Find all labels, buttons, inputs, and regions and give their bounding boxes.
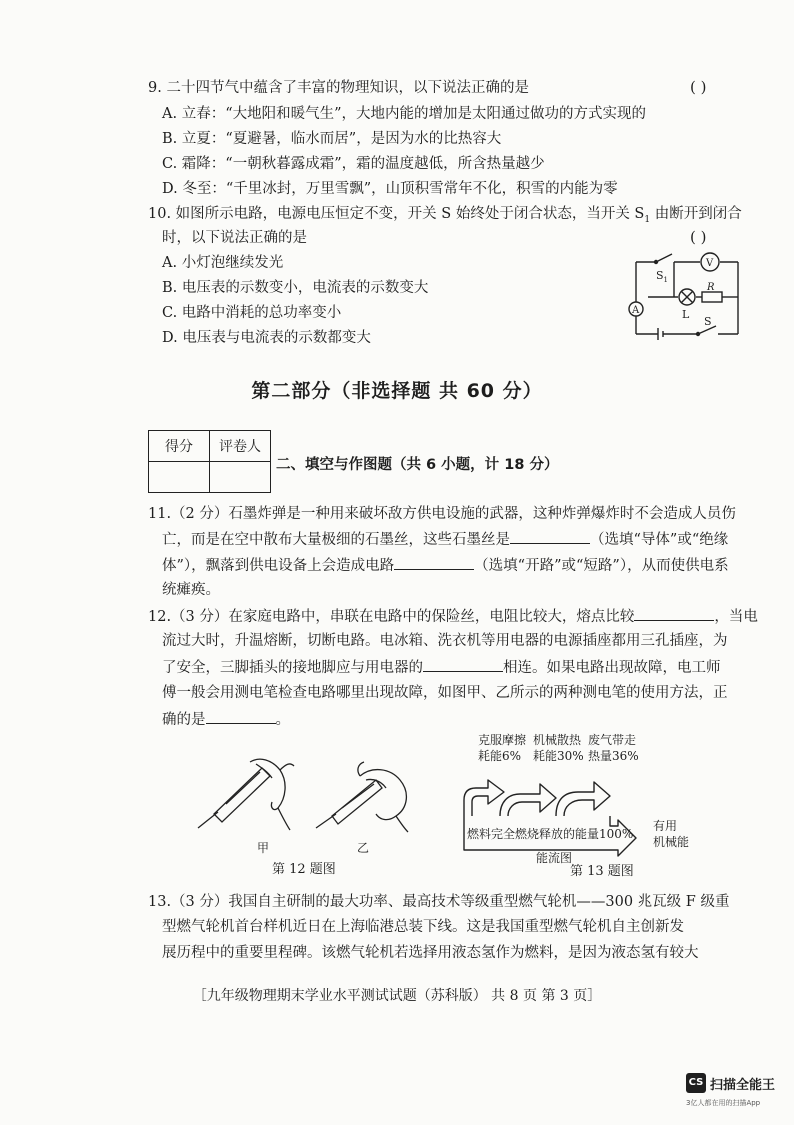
q11-blank-2 (394, 555, 474, 570)
q10-answer-paren: ( ) (690, 228, 707, 246)
q12-blank-1 (634, 606, 714, 621)
page-footer: ［九年级物理期末学业水平测试试题（苏科版） 共 8 页 第 3 页］ (192, 988, 602, 1004)
fig13-loss-2: 机械散热 耗能30% (533, 733, 584, 763)
circuit-label-l: L (682, 308, 690, 321)
q12-blank-2 (423, 657, 503, 672)
score-table (148, 430, 271, 493)
circuit-label-r: R (707, 282, 715, 293)
fig13-output-label: 有用 机械能 (653, 819, 690, 849)
circuit-label-v: V (706, 258, 714, 269)
camscanner-tagline: 3亿人都在用的扫描App (686, 1099, 761, 1107)
q12-line-1: 12.（3 分）在家庭电路中，串联在电路中的保险丝，电阻比较大，熔点比较 ，当电 (148, 606, 758, 627)
fig13-loss-3: 废气带走 热量36% (588, 733, 639, 763)
q11-line-2: 亡，而是在空中散布大量极细的石墨丝，这些石墨丝是 （选填“导体”或“绝缘 (162, 529, 728, 550)
q9-option-a: A. 立春：“大地阳和暖气生”，大地内能的增加是太阳通过做功的方式实现的 (162, 106, 647, 122)
fig12-label-yi: 乙 (357, 841, 370, 855)
q12-line-3: 了安全，三脚插头的接地脚应与用电器的 相连。如果电路出现故障，电工师 (162, 657, 721, 678)
q13-line-2: 型燃气轮机首台样机近日在上海临港总装下线。这是我国重型燃气轮机自主创新发 (162, 919, 684, 935)
q9-option-c: C. 霜降：“一朝秋暮露成霜”，霜的温度越低，所含热量越少 (162, 156, 545, 172)
q11-blank-1 (510, 529, 590, 544)
fig12-label-jia: 甲 (257, 841, 270, 855)
q13-line-3: 展历程中的重要里程碑。该燃气轮机若选择用液态氢作为燃料，是因为液态氢有较大 (162, 945, 699, 961)
q12-line-5: 确的是 。 (162, 709, 290, 730)
q12-line-4: 傅一般会用测电笔检查电路哪里出现故障，如图甲、乙所示的两种测电笔的使用方法，正 (162, 685, 728, 701)
q11-line-4: 统瘫痪。 (162, 582, 220, 598)
part2-title: 第二部分（非选择题 共 60 分） (251, 380, 543, 402)
q10-option-a: A. 小灯泡继续发光 (162, 255, 284, 271)
q10-option-d: D. 电压表与电流表的示数都变大 (162, 330, 371, 346)
q9-stem: 9. 二十四节气中蕴含了丰富的物理知识，以下说法正确的是 (148, 80, 529, 96)
fig13-main-label: 燃料完全燃烧释放的能量100% (467, 827, 634, 841)
circuit-label-s: S (704, 315, 712, 328)
q10-stem: 10. 如图所示电路，电源电压恒定不变，开关 S 始终处于闭合状态，当开关 $S_1$ 由断开到闭合 (148, 206, 742, 225)
score-cell (149, 462, 210, 493)
fig13-loss-1: 克服摩擦 耗能6% (478, 733, 527, 763)
q9-option-d: D. 冬至：“千里冰封，万里雪飘”，山顶积雪常年不化，积雪的内能为零 (162, 181, 618, 197)
camscanner-logo-icon: CS (686, 1073, 706, 1093)
q11-line-3: 体”），飘落到供电设备上会造成电路 （选填“开路”或“短路”），从而使供电系 (162, 555, 729, 576)
circuit-label-a: A (632, 305, 640, 316)
fig12-test-pen-figure (190, 750, 430, 835)
fig12-caption: 第 12 题图 (272, 862, 336, 877)
q11-line-1: 11.（2 分）石墨炸弹是一种用来破坏敌方供电设施的武器，这种炸弹爆炸时不会造成人员伤 (148, 506, 736, 522)
q10-option-b: B. 电压表的示数变小，电流表的示数变大 (162, 280, 429, 296)
q13-line-1: 13.（3 分）我国自主研制的最大功率、最高技术等级重型燃气轮机——300 兆瓦级 F 级重 (148, 894, 730, 910)
fig13-caption: 第 13 题图 (570, 864, 634, 879)
section2-title: 二、填空与作图题（共 6 小题，计 18 分） (276, 457, 559, 473)
camscanner-name: 扫描全能王 (710, 1078, 776, 1093)
q12-blank-3 (206, 709, 276, 724)
q9-option-b: B. 立夏：“夏避暑，临水而居”，是因为水的比热容大 (162, 131, 502, 147)
q10-stem-cont: 时，以下说法正确的是 (162, 230, 307, 246)
q9-answer-paren: ( ) (690, 78, 707, 96)
grader-cell (210, 462, 271, 493)
q12-line-2: 流过大时，升温熔断，切断电路。电冰箱、洗衣机等用电器的电源插座都用三孔插座，为 (162, 633, 728, 649)
q10-option-c: C. 电路中消耗的总功率变小 (162, 305, 342, 321)
grader-header: 评卷人 (210, 431, 271, 462)
q10-circuit-diagram (618, 246, 748, 346)
score-header: 得分 (149, 431, 210, 462)
fig13-subtitle: 能流图 (536, 851, 573, 865)
circuit-label-s1: $S_1$ (656, 269, 669, 284)
